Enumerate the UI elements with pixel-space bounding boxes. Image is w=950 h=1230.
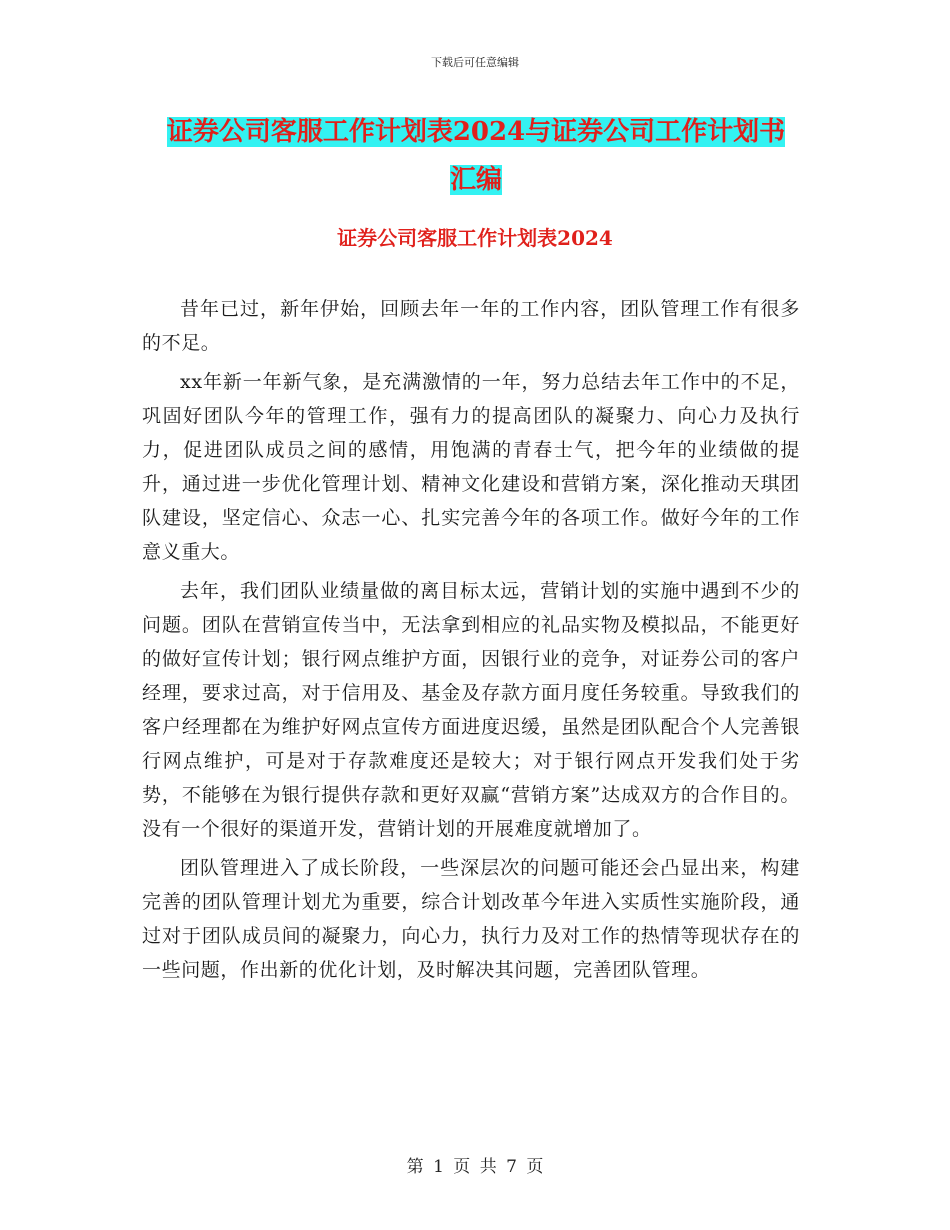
document-title-line-1: 证券公司客服工作计划表2024与证券公司工作计划书 [166, 117, 786, 147]
paragraph: 去年，我们团队业绩量做的离目标太远，营销计划的实施中遇到不少的问题。团队在营销宣传当中，无法拿到相应的礼品实物及模拟品，不能更好的做好宣传计划；银行网点维护方面，因银行业的竞争，对证券公司的客户经理，要求过高，对于信用及、基金及存款方面月度任务较重。导致我们的客户经理都在为维护好网点宣传方面进度迟缓，虽然是团队配合个人完善银行网点维护，可是对于存款难度还是较大；对于银行网点开发我们处于劣势，不能够在为银行提供存款和更好双赢“营销方案”达成双方的合作目的。没有一个很好的渠道开发，营销计划的开展难度就增加了。 [142, 580, 800, 840]
paragraph: xx年新一年新气象，是充满激情的一年，努力总结去年工作中的不足，巩固好团队今年的管理工作，强有力的提高团队的凝聚力、向心力及执行力，促进团队成员之间的感情，用饱满的青春士气，把今年的业绩做的提升，通过进一步优化管理计划、精神文化建设和营销方案，深化推动天琪团队建设，坚定信心、众志一心、扎实完善今年的各项工作。做好今年的工作意义重大。 [142, 371, 800, 563]
section-title: 证券公司客服工作计划表2024 [337, 226, 613, 250]
header-note: 下载后可任意编辑 [431, 56, 519, 69]
paragraph: 昔年已过，新年伊始，回顾去年一年的工作内容，团队管理工作有很多的不足。 [142, 298, 800, 354]
page-footer: 第 1 页 共 7 页 [406, 1157, 544, 1177]
document-body [142, 292, 800, 992]
document-title [140, 108, 812, 204]
document-title-line-2: 汇编 [449, 165, 502, 195]
paragraph: 团队管理进入了成长阶段，一些深层次的问题可能还会凸显出来，构建完善的团队管理计划尤为重要，综合计划改革今年进入实质性实施阶段，通过对于团队成员间的凝聚力，向心力，执行力及对工作的热情等现状存在的一些问题，作出新的优化计划，及时解决其问题，完善团队管理。 [142, 857, 800, 981]
